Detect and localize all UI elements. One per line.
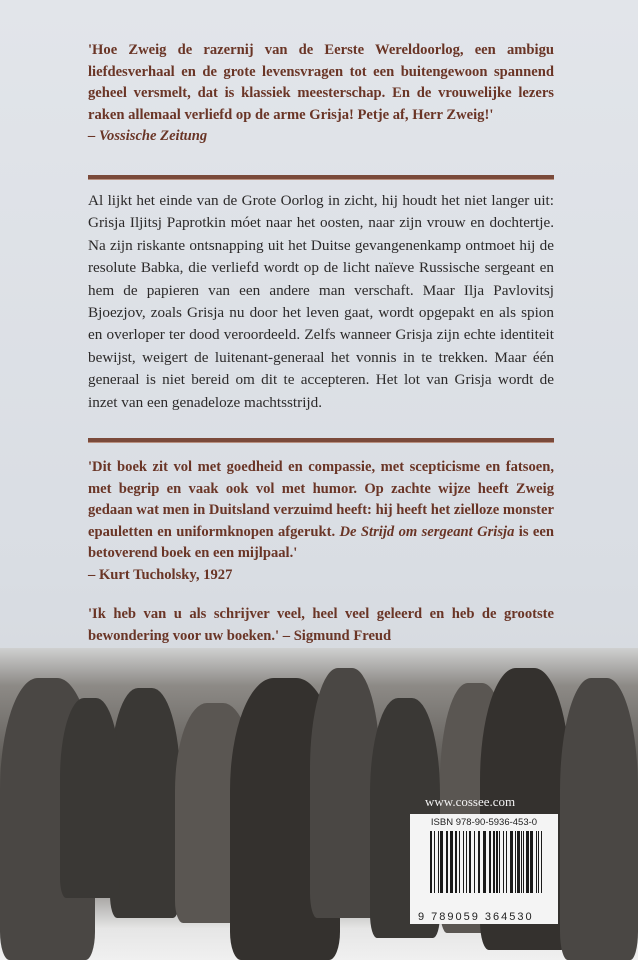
barcode-bar xyxy=(483,831,486,893)
barcode-bar xyxy=(541,831,542,893)
review-quote-vossische xyxy=(88,40,554,148)
barcode-bar xyxy=(434,831,435,893)
soldier-figure xyxy=(60,698,120,898)
barcode-bar xyxy=(521,831,522,893)
barcode-bar xyxy=(499,831,500,893)
barcode-bar xyxy=(438,831,439,893)
quote-text-end: is een betoverend boek en een mijlpaal.' xyxy=(88,523,554,561)
publisher-url: www.cossee.com xyxy=(425,794,516,809)
barcode-bar xyxy=(446,831,448,893)
barcode-bar xyxy=(538,831,539,893)
barcode-bar xyxy=(463,831,464,893)
barcode-bar xyxy=(466,831,467,893)
book-title: De Strijd om sergeant Grisja xyxy=(339,523,515,540)
barcode-bar xyxy=(440,831,443,893)
barcode-bar xyxy=(523,831,524,893)
quote-text: 'Hoe Zweig de razernij van de Eerste Wereldoorlog, een ambigu liefdesverhaal en de grote levensvragen tot een buitengewoon spannend geheel versmelt, dat is klassiek meesterschap. En de vrouwelijke lezers raken allemaal verliefd op de arme Grisja! Petje af, Herr Zweig!' xyxy=(88,42,554,123)
barcode-bar xyxy=(469,831,471,893)
barcode-bar xyxy=(450,831,453,893)
barcode-bars xyxy=(430,831,542,907)
isbn-barcode xyxy=(410,814,558,924)
review-quote-tucholsky xyxy=(88,457,554,586)
quote-source: – Vossische Zeitung xyxy=(88,128,208,144)
barcode-bar xyxy=(517,831,520,893)
barcode-bar xyxy=(430,831,432,893)
review-quote-freud xyxy=(88,604,554,647)
quote-source: – Sigmund Freud xyxy=(282,627,392,644)
divider-rule xyxy=(88,438,554,443)
quote-text: 'Ik heb van u als schrijver veel, heel veel geleerd en heb de grootste bewondering voor uw boeken.' xyxy=(88,606,554,644)
barcode-bar xyxy=(493,831,495,893)
divider-rule xyxy=(88,175,554,180)
barcode-bar xyxy=(536,831,537,893)
barcode-bar xyxy=(496,831,498,893)
blurb-paragraph: Al lijkt het einde van de Grote Oorlog in zicht, hij houdt het niet langer uit: Grisja Iljitsj Paprotkin móet naar het oosten, naar zijn vrouw en dochtertje. Na zijn riskante ontsnapping uit het Duitse gevangenenkamp ontmoet hij de resolute Babka, die verliefd wordt op de licht naïeve Russische sergeant en hem de papieren van een andere man verschaft. Maar Ilja Pavlovitsj Bjoezjov, zoals Grisja nu door het leven gaat, wordt opgepakt en als spion en overloper ter dood veroordeeld. Zelfs wanneer Grisja zijn echte identiteit bewijst, weigert de luitenant-generaal het vonnis in te trekken. Maar één generaal is niet bereid om dit te accepteren. Het lot van Grisja wordt de inzet van een genadeloze machtsstrijd. xyxy=(88,192,554,411)
barcode-bar xyxy=(459,831,460,893)
barcode-bar xyxy=(478,831,480,893)
soldier-figure xyxy=(110,688,180,918)
ean-number: 9 789059 364530 xyxy=(418,911,534,923)
barcode-bar xyxy=(515,831,516,893)
isbn-label: ISBN 978-90-5936-453-0 xyxy=(430,817,538,828)
barcode-bar xyxy=(455,831,457,893)
quote-source: – Kurt Tucholsky, 1927 xyxy=(88,566,233,583)
quote-text: 'Dit boek zit vol met goedheid en compassie, met scepticisme en fatsoen, met begrip en vaak ook vol met humor. Op zachte wijze heeft Zweig gedaan wat men in Duitsland verzuimd heeft: hij heeft het zielloze monster epauletten en uniformknopen afgerukt. xyxy=(88,459,554,540)
soldier-figure xyxy=(560,678,638,960)
barcode-bar xyxy=(530,831,533,893)
barcode-bar xyxy=(526,831,529,893)
barcode-bar xyxy=(474,831,475,893)
barcode-bar xyxy=(489,831,491,893)
barcode-bar xyxy=(503,831,504,893)
barcode-bar xyxy=(510,831,513,893)
barcode-bar xyxy=(506,831,507,893)
